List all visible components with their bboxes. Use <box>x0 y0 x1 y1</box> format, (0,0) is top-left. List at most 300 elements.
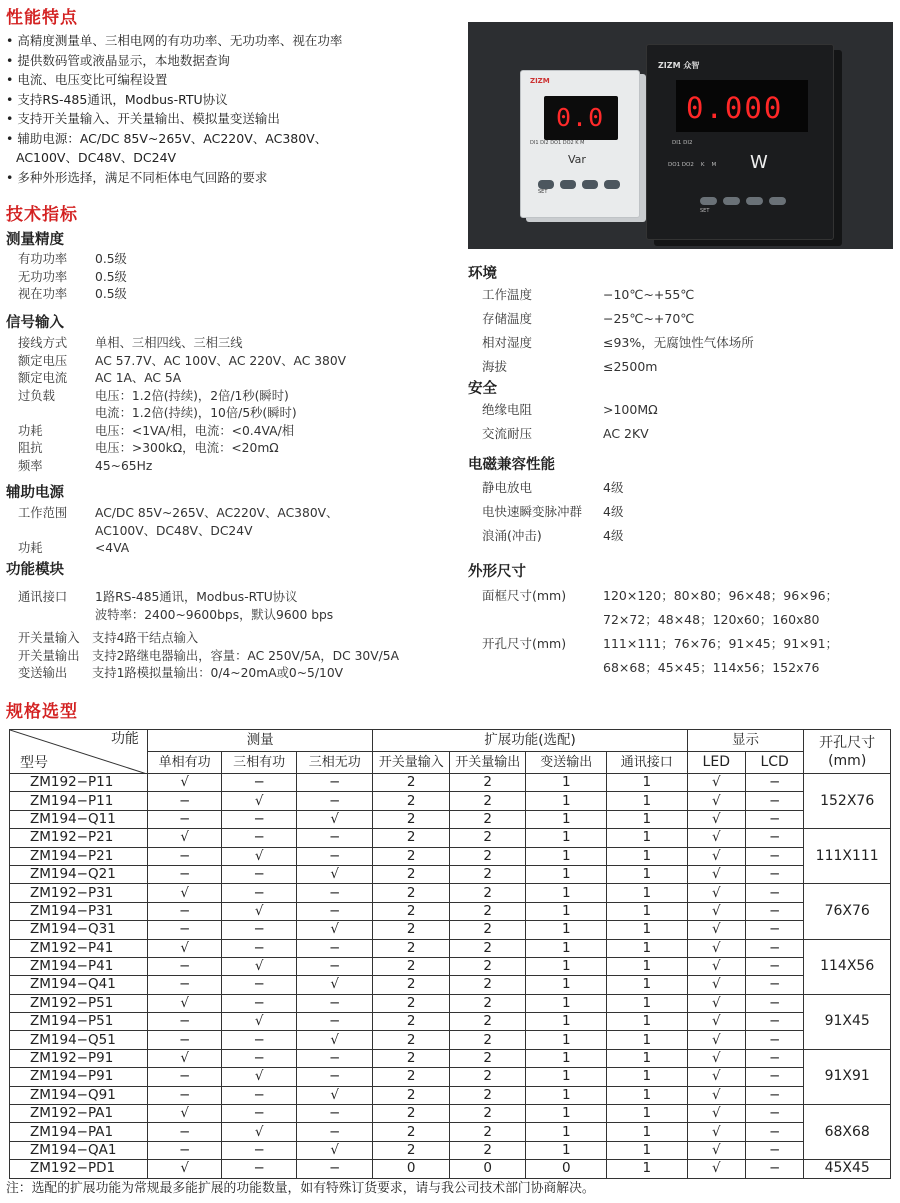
table-row <box>10 994 891 1012</box>
table-cell: 2 <box>373 1141 450 1159</box>
spec-key: 过负载 <box>18 388 55 403</box>
table-cell: 1 <box>607 829 688 847</box>
accuracy-list <box>18 251 127 304</box>
table-cell: 2 <box>449 1105 526 1123</box>
spec-key: 额定电压 <box>18 353 68 368</box>
table-cell: − <box>296 829 373 847</box>
spec-key: 存储温度 <box>482 311 533 327</box>
aux-list <box>18 505 338 558</box>
corner-func-label: 功能 <box>110 731 139 747</box>
spec-value: AC 1A、AC 5A <box>95 371 182 385</box>
spec-value: >100MΩ <box>603 402 658 418</box>
table-cell: 1 <box>526 847 607 865</box>
table-cell: 1 <box>526 1013 607 1031</box>
table-cell: 1 <box>526 957 607 975</box>
table-row <box>10 865 891 883</box>
table-cell: 2 <box>449 976 526 994</box>
aux-title: 辅助电源 <box>6 485 64 501</box>
feature-item: AC100V、DC48V、DC24V <box>16 150 177 165</box>
table-cell: 2 <box>449 1049 526 1067</box>
table-cell: √ <box>147 1049 222 1067</box>
spec-row <box>18 523 338 541</box>
column-header: LCD <box>745 752 803 774</box>
spec-value: 支持1路模拟量输出：0/4~20mA或0~5/10V <box>92 666 344 680</box>
hole-size-value-2: 68×68；45×45；114x56；152x76 <box>603 660 820 676</box>
table-cell: 2 <box>449 865 526 883</box>
table-cell: − <box>296 1105 373 1123</box>
spec-key <box>18 523 95 541</box>
table-cell: − <box>745 1141 803 1159</box>
model-cell: ZM194−PA1 <box>10 1123 148 1141</box>
table-cell: 2 <box>449 1031 526 1049</box>
table-cell: 0 <box>526 1160 607 1178</box>
table-cell: − <box>222 829 297 847</box>
table-cell: 2 <box>449 1141 526 1159</box>
table-row <box>10 1123 891 1141</box>
table-cell: √ <box>687 1049 745 1067</box>
table-cell: − <box>222 774 297 792</box>
table-cell: 2 <box>373 1105 450 1123</box>
spec-value: 单相、三相四线、三相三线 <box>95 336 243 350</box>
model-cell: ZM192−P31 <box>10 884 148 902</box>
table-cell: 1 <box>607 1068 688 1086</box>
table-cell: − <box>147 847 222 865</box>
table-cell: − <box>222 810 297 828</box>
table-cell: √ <box>296 1031 373 1049</box>
spec-value: AC 57.7V、AC 100V、AC 220V、AC 380V <box>95 353 347 368</box>
model-cell: ZM192−P51 <box>10 994 148 1012</box>
table-cell: 2 <box>449 1068 526 1086</box>
table-cell: 2 <box>449 939 526 957</box>
table-cell: − <box>147 902 222 920</box>
table-row <box>10 939 891 957</box>
table-cell: 1 <box>607 957 688 975</box>
spec-key: 功耗 <box>18 423 43 438</box>
table-cell: 1 <box>607 1160 688 1178</box>
table-cell: − <box>745 1123 803 1141</box>
table-cell: √ <box>147 884 222 902</box>
hole-size-cell: 91X45 <box>804 994 891 1049</box>
big-keypad <box>700 197 810 209</box>
comm-value-1: 1路RS-485通讯，Modbus-RTU协议 <box>95 590 298 604</box>
table-cell: − <box>745 921 803 939</box>
table-cell: − <box>296 774 373 792</box>
spec-row <box>468 355 754 379</box>
spec-row <box>18 251 127 269</box>
hole-size-value-1: 111×111；76×76；91×45；91×91； <box>603 636 839 652</box>
model-cell: ZM194−Q31 <box>10 921 148 939</box>
table-cell: √ <box>687 1160 745 1178</box>
table-cell: 1 <box>526 810 607 828</box>
spec-row <box>18 370 346 388</box>
emc-list <box>468 476 623 548</box>
table-cell: − <box>222 976 297 994</box>
spec-key: 阻抗 <box>18 441 43 455</box>
table-cell: √ <box>687 1013 745 1031</box>
column-header: 变送输出 <box>526 752 607 774</box>
table-cell: − <box>745 1013 803 1031</box>
group-measure: 测量 <box>147 730 373 752</box>
table-cell: 1 <box>607 1049 688 1067</box>
spec-row <box>18 405 346 423</box>
spec-row <box>18 540 338 558</box>
table-cell: 1 <box>607 1105 688 1123</box>
table-cell: − <box>222 884 297 902</box>
spec-row <box>468 422 658 446</box>
table-cell: 1 <box>526 1068 607 1086</box>
table-cell: √ <box>147 939 222 957</box>
table-cell: 1 <box>526 865 607 883</box>
table-cell: 1 <box>526 792 607 810</box>
spec-row <box>18 440 346 458</box>
spec-value: 4级 <box>603 504 624 520</box>
table-cell: 2 <box>373 829 450 847</box>
table-cell: 1 <box>607 884 688 902</box>
table-cell: 1 <box>526 1123 607 1141</box>
spec-row <box>18 630 399 648</box>
table-cell: − <box>147 1068 222 1086</box>
hole-size-cell: 111X111 <box>804 829 891 884</box>
hole-size-cell: 76X76 <box>804 884 891 939</box>
table-cell: 1 <box>526 921 607 939</box>
feature-item: • 支持RS-485通讯，Modbus-RTU协议 <box>6 91 228 107</box>
hole-size-cell: 114X56 <box>804 939 891 994</box>
table-cell: √ <box>222 847 297 865</box>
feature-item: • 辅助电源：AC/DC 85V~265V、AC220V、AC380V、 <box>6 130 328 146</box>
table-row <box>10 847 891 865</box>
table-cell: √ <box>222 792 297 810</box>
table-cell: 2 <box>373 774 450 792</box>
hole-size-cell: 152X76 <box>804 774 891 829</box>
model-cell: ZM192−P21 <box>10 829 148 847</box>
table-cell: √ <box>296 976 373 994</box>
table-cell: √ <box>687 1105 745 1123</box>
table-cell: − <box>745 957 803 975</box>
table-cell: − <box>147 921 222 939</box>
table-cell: 1 <box>526 1049 607 1067</box>
table-cell: − <box>222 939 297 957</box>
table-cell: √ <box>687 847 745 865</box>
spec-value: 电压：1.2倍(持续)，2倍/1秒(瞬时) <box>95 388 289 403</box>
table-cell: √ <box>687 810 745 828</box>
table-cell: − <box>745 792 803 810</box>
safety-title: 安全 <box>468 381 497 397</box>
spec-row <box>468 524 623 548</box>
table-cell: − <box>745 939 803 957</box>
table-cell: 1 <box>607 976 688 994</box>
table-cell: 2 <box>373 810 450 828</box>
table-cell: √ <box>687 957 745 975</box>
table-row <box>10 1068 891 1086</box>
spec-value: 4级 <box>603 528 624 544</box>
comm-key: 通讯接口 <box>18 590 68 604</box>
table-cell: 1 <box>607 1013 688 1031</box>
table-cell: 2 <box>373 1086 450 1104</box>
table-cell: √ <box>687 994 745 1012</box>
spec-row <box>18 423 346 441</box>
small-display <box>544 96 618 140</box>
model-cell: ZM194−Q91 <box>10 1086 148 1104</box>
table-cell: − <box>745 847 803 865</box>
spec-value: 0.5级 <box>95 269 127 284</box>
spec-key: 电快速瞬变脉冲群 <box>482 504 583 520</box>
model-cell: ZM192−PD1 <box>10 1160 148 1178</box>
spec-value: 支持2路继电器输出，容量：AC 250V/5A，DC 30V/5A <box>92 648 400 663</box>
table-cell: √ <box>687 939 745 957</box>
table-cell: − <box>296 847 373 865</box>
model-cell: ZM194−QA1 <box>10 1141 148 1159</box>
spec-key: 额定电流 <box>18 371 68 385</box>
feature-item: • 提供数码管或液晶显示，本地数据查询 <box>6 52 230 68</box>
table-row <box>10 792 891 810</box>
table-cell: √ <box>147 1105 222 1123</box>
small-set-label: SET <box>538 189 548 195</box>
comm-block <box>18 589 333 624</box>
table-cell: 2 <box>373 976 450 994</box>
table-cell: 2 <box>373 902 450 920</box>
signal-title: 信号输入 <box>6 315 64 331</box>
table-cell: − <box>745 810 803 828</box>
spec-key: 有功功率 <box>18 252 68 266</box>
table-cell: − <box>745 1068 803 1086</box>
column-header: 单相有功 <box>147 752 222 774</box>
signal-list <box>18 335 346 475</box>
dims-title: 外形尺寸 <box>468 564 526 580</box>
model-cell: ZM194−P31 <box>10 902 148 920</box>
table-row <box>10 1160 891 1178</box>
table-cell: 2 <box>449 1013 526 1031</box>
table-cell: √ <box>222 1013 297 1031</box>
column-header: LED <box>687 752 745 774</box>
table-cell: 2 <box>449 994 526 1012</box>
table-cell: 1 <box>526 774 607 792</box>
table-cell: √ <box>222 902 297 920</box>
spec-key: 静电放电 <box>482 480 533 496</box>
table-cell: 1 <box>607 994 688 1012</box>
table-cell: − <box>745 902 803 920</box>
table-cell: − <box>147 810 222 828</box>
table-cell: 2 <box>373 921 450 939</box>
frame-size-value-2: 72×72；48×48；120x60；160x80 <box>603 612 820 628</box>
table-cell: − <box>147 792 222 810</box>
feature-item: • 多种外形选择，满足不同柜体电气回路的要求 <box>6 169 268 185</box>
table-cell: √ <box>687 774 745 792</box>
table-row <box>10 1049 891 1067</box>
table-cell: √ <box>687 1141 745 1159</box>
model-cell: ZM194−P91 <box>10 1068 148 1086</box>
spec-key: 视在功率 <box>18 287 68 301</box>
spec-key: 海拔 <box>482 359 508 375</box>
table-cell: − <box>745 1031 803 1049</box>
features-title: 性能特点 <box>6 8 78 28</box>
spec-row <box>18 269 127 287</box>
table-cell: − <box>147 957 222 975</box>
spec-key: 绝缘电阻 <box>482 402 533 418</box>
table-cell: √ <box>296 810 373 828</box>
spec-row <box>18 286 127 304</box>
table-row <box>10 1086 891 1104</box>
table-cell: − <box>296 902 373 920</box>
group-display: 显示 <box>687 730 804 752</box>
accuracy-title: 测量精度 <box>6 232 64 248</box>
table-cell: √ <box>296 921 373 939</box>
hole-size-cell: 68X68 <box>804 1105 891 1160</box>
table-cell: − <box>147 1123 222 1141</box>
table-cell: 2 <box>449 847 526 865</box>
small-display-value: 0.0 <box>556 103 605 132</box>
table-row <box>10 810 891 828</box>
selection-note: 注：选配的扩展功能为常规最多能扩展的功能数量，如有特殊订货要求，请与我公司技术部门协商解决。 <box>6 1181 595 1196</box>
table-cell: 1 <box>607 847 688 865</box>
table-cell: 1 <box>607 792 688 810</box>
table-cell: √ <box>296 1141 373 1159</box>
spec-value: 45~65Hz <box>95 458 153 473</box>
spec-row <box>18 665 399 683</box>
table-cell: 2 <box>449 902 526 920</box>
big-unit: W <box>750 152 768 173</box>
table-cell: 1 <box>607 1031 688 1049</box>
model-cell: ZM194−Q21 <box>10 865 148 883</box>
safety-list <box>468 398 658 446</box>
table-cell: √ <box>222 957 297 975</box>
column-header: 通讯接口 <box>607 752 688 774</box>
corner-header <box>10 730 148 774</box>
frame-size-key: 面框尺寸(mm) <box>482 588 567 604</box>
table-cell: 2 <box>449 829 526 847</box>
table-cell: 1 <box>526 994 607 1012</box>
dims-list <box>468 584 838 680</box>
table-cell: − <box>222 921 297 939</box>
spec-row <box>18 335 346 353</box>
table-cell: − <box>296 939 373 957</box>
table-cell: 1 <box>526 902 607 920</box>
table-cell: − <box>147 976 222 994</box>
big-display-value: 0.000 <box>686 91 784 125</box>
table-cell: − <box>745 994 803 1012</box>
big-set-label: SET <box>700 208 710 214</box>
table-cell: − <box>745 1049 803 1067</box>
table-cell: √ <box>222 1068 297 1086</box>
table-cell: − <box>147 1013 222 1031</box>
table-cell: 1 <box>607 1141 688 1159</box>
table-cell: √ <box>687 884 745 902</box>
env-list <box>468 283 754 379</box>
table-cell: 1 <box>526 1105 607 1123</box>
big-indicator-top: DI1 DI2 <box>672 140 693 146</box>
spec-value: ≤93%，无腐蚀性气体场所 <box>603 335 754 351</box>
table-cell: 2 <box>373 1049 450 1067</box>
model-cell: ZM194−P51 <box>10 1013 148 1031</box>
hole-size-cell: 91X91 <box>804 1049 891 1104</box>
spec-value: 电压：>300kΩ，电流：<20mΩ <box>95 441 279 455</box>
table-cell: 2 <box>373 994 450 1012</box>
spec-value: <4VA <box>95 541 130 555</box>
spec-row <box>18 353 346 371</box>
table-row <box>10 1105 891 1123</box>
spec-value: 4级 <box>603 480 624 496</box>
spec-row <box>468 476 623 500</box>
selection-title: 规格选型 <box>6 702 78 722</box>
table-row <box>10 884 891 902</box>
product-photo <box>468 22 893 249</box>
table-row <box>10 774 891 792</box>
table-cell: √ <box>687 1086 745 1104</box>
table-cell: − <box>745 976 803 994</box>
table-cell: √ <box>687 1031 745 1049</box>
spec-row <box>468 398 658 422</box>
table-cell: 2 <box>449 957 526 975</box>
spec-key: 接线方式 <box>18 336 68 350</box>
comm-value-2: 波特率：2400~9600bps，默认9600 bps <box>95 607 334 622</box>
table-cell: − <box>222 1031 297 1049</box>
hole-size-key: 开孔尺寸(mm) <box>482 636 567 652</box>
big-indicator-bottom: DO1 DO2 K M <box>668 162 717 168</box>
spec-value: 电压：<1VA/相，电流：<0.4VA/相 <box>95 423 295 438</box>
corner-model-label: 型号 <box>20 755 48 771</box>
table-cell: √ <box>687 921 745 939</box>
model-cell: ZM194−P21 <box>10 847 148 865</box>
table-cell: 2 <box>449 884 526 902</box>
table-cell: − <box>147 1086 222 1104</box>
table-cell: 1 <box>607 902 688 920</box>
small-brand: ZIZM <box>530 77 550 85</box>
small-unit: Var <box>568 153 586 166</box>
spec-key: 频率 <box>18 458 43 473</box>
emc-title: 电磁兼容性能 <box>468 457 555 473</box>
table-cell: 2 <box>373 792 450 810</box>
table-cell: √ <box>147 829 222 847</box>
table-cell: √ <box>687 902 745 920</box>
spec-row <box>18 388 346 406</box>
model-cell: ZM194−P11 <box>10 792 148 810</box>
table-cell: 2 <box>373 865 450 883</box>
spec-value: 电流：1.2倍(持续)，10倍/5秒(瞬时) <box>95 406 297 420</box>
table-cell: − <box>222 1105 297 1123</box>
table-cell: − <box>745 1160 803 1178</box>
selection-table <box>9 729 891 1179</box>
table-cell: 2 <box>449 792 526 810</box>
big-brand: ZIZM 众智 <box>658 61 700 70</box>
spec-key: 工作范围 <box>18 506 68 520</box>
table-cell: 1 <box>526 1141 607 1159</box>
frame-size-value-1: 120×120；80×80；96×48；96×96； <box>603 588 839 604</box>
spec-value: −10℃~+55℃ <box>603 287 695 303</box>
spec-value: 0.5级 <box>95 252 127 266</box>
column-header: 开关量输出 <box>449 752 526 774</box>
model-cell: ZM194−Q51 <box>10 1031 148 1049</box>
table-cell: 1 <box>607 921 688 939</box>
spec-key: 工作温度 <box>482 287 533 303</box>
table-cell: − <box>222 1086 297 1104</box>
table-cell: 1 <box>526 939 607 957</box>
table-cell: − <box>296 994 373 1012</box>
feature-item: • 支持开关量输入、开关量输出、模拟量变送输出 <box>6 111 280 126</box>
spec-key <box>18 405 95 423</box>
spec-row <box>18 458 346 476</box>
table-cell: − <box>147 865 222 883</box>
table-cell: √ <box>687 1123 745 1141</box>
table-row <box>10 1141 891 1159</box>
table-cell: 2 <box>449 774 526 792</box>
spec-row <box>18 505 338 523</box>
model-cell: ZM192−PA1 <box>10 1105 148 1123</box>
spec-key: 浪涌(冲击) <box>482 528 542 544</box>
table-cell: − <box>222 994 297 1012</box>
spec-row <box>468 283 754 307</box>
table-cell: − <box>745 1086 803 1104</box>
table-cell: − <box>745 1105 803 1123</box>
table-cell: √ <box>687 976 745 994</box>
